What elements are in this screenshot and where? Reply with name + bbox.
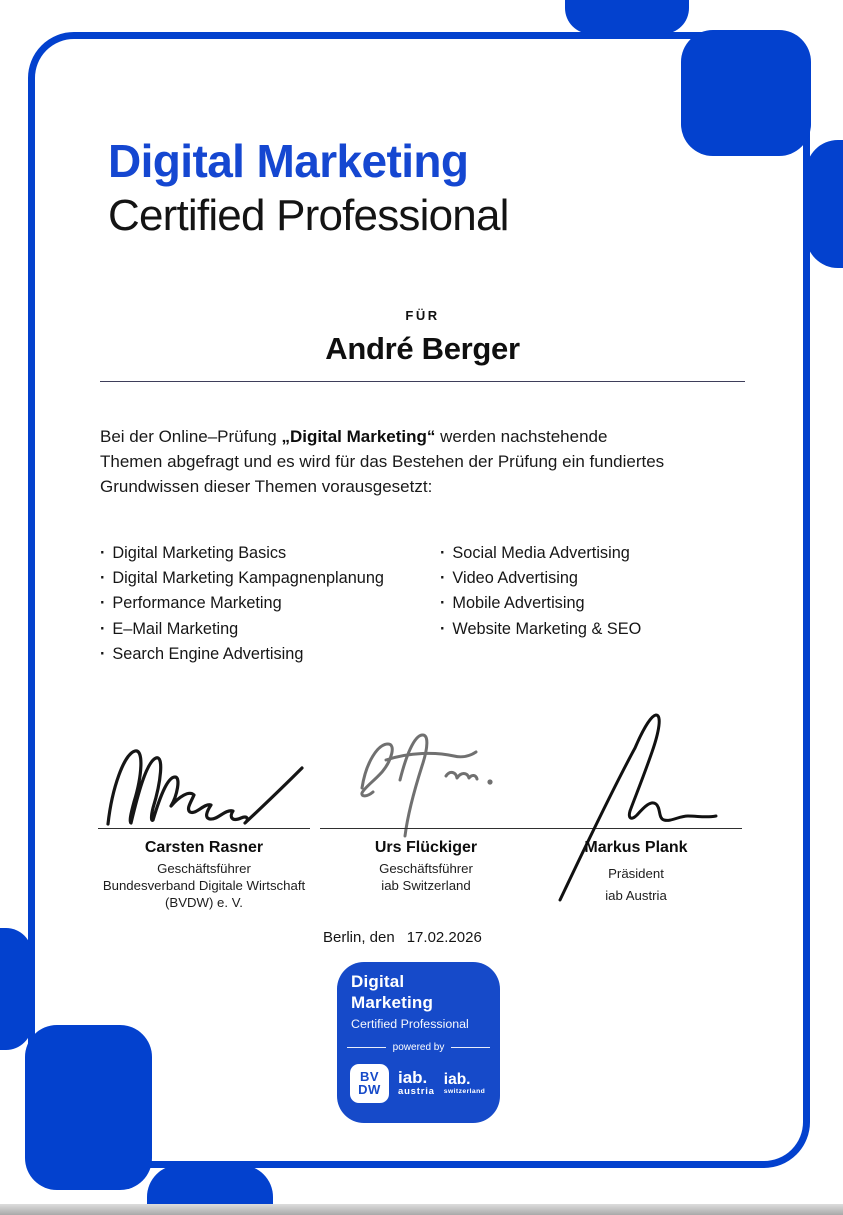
bvdw-logo-line2: DW [358,1081,381,1097]
bullet-icon: · [440,544,446,562]
signatory-name: Urs Flückiger [374,839,478,856]
list-item [100,617,384,642]
bullet-icon: · [100,569,106,588]
list-item [100,591,384,616]
topic-label: Video Advertising [452,569,578,588]
bullet-icon: · [440,594,446,613]
intro-line1-pre: Bei der Online–Prüfung [100,427,282,446]
bullet-icon: · [440,569,446,588]
bullet-icon: · [440,619,446,638]
powered-by-label: powered by [392,1042,445,1053]
list-item [100,566,384,591]
iab-switzerland-region: switzerland [443,1087,486,1095]
intro-line-3: Grundwissen dieser Themen vorausgesetzt: [100,477,433,496]
iab-austria-region: austria [398,1086,435,1097]
bullet-icon: · [100,644,106,663]
certificate-subtitle: Certified Professional [108,191,509,240]
corner-decoration-top-right-1 [565,0,689,34]
intro-line-2: Themen abgefragt und es wird für das Bestehen der Prüfung ein fundiertes [100,452,665,471]
certification-badge [337,962,500,1123]
signatory-role [520,863,752,907]
role-line: Präsident [608,866,664,881]
bullet-icon: · [100,544,106,562]
topic-label: Search Engine Advertising [112,644,304,663]
signatory-name: Markus Plank [584,839,688,856]
bvdw-logo [350,1064,389,1103]
list-item [440,617,641,642]
topic-label: Performance Marketing [112,594,282,613]
role-line: (BVDW) e. V. [165,894,243,910]
recipient-underline [100,381,745,382]
role-line: iab Switzerland [381,877,471,893]
role-line: iab Austria [605,888,667,903]
list-item [440,591,641,616]
role-line: Bundesverband Digitale Wirtschaft [102,877,306,893]
signatory-role [310,861,542,895]
intro-paragraph [100,424,780,499]
corner-decoration-bottom-left-1 [0,928,32,1050]
issue-date-row [323,929,482,946]
list-item [100,642,384,667]
powered-by-left-line [347,1047,386,1048]
topic-label: Digital Marketing Basics [112,544,287,562]
iab-switzerland-logo [443,1070,486,1095]
certificate-title: Digital Marketing [108,135,469,187]
list-item [440,566,641,591]
issue-place-label: Berlin, den [323,929,395,946]
badge-title [351,971,433,1013]
bullet-icon: · [100,594,106,613]
signature-line [320,828,532,829]
corner-decoration-top-right-3 [806,140,843,268]
signature-handwriting-icon [348,728,498,844]
iab-switzerland-word: iab. [443,1070,471,1088]
topic-label: Mobile Advertising [452,594,585,613]
list-item [440,541,641,566]
iab-austria-logo [398,1070,435,1097]
signature-handwriting-icon [98,740,310,828]
badge-title-line1: Digital [351,972,405,991]
iab-austria-word: iab. [398,1068,428,1087]
recipient-label: FÜR [405,308,440,323]
bullet-icon: · [100,619,106,638]
powered-by-right-line [451,1047,490,1048]
corner-decoration-top-right-2 [681,30,811,156]
bvdw-logo-line1: BV [359,1069,380,1084]
intro-line1-bold: „Digital Marketing“ [281,427,436,446]
list-item [100,541,384,566]
topic-label: E–Mail Marketing [112,619,239,638]
badge-powered-by [347,1042,490,1053]
signature-block-urs-flueckiger [320,700,532,915]
corner-decoration-bottom-left-2 [25,1025,152,1190]
scan-edge-artifact [0,1204,843,1215]
role-line: Geschäftsführer [379,861,473,876]
topic-label: Digital Marketing Kampagnenplanung [112,569,384,588]
recipient-name: André Berger [325,331,520,366]
signatory-name: Carsten Rasner [144,839,264,856]
topics-left-column [100,541,384,667]
badge-logo-row [350,1064,485,1103]
signatory-role [88,861,320,911]
signature-block-markus-plank [530,700,742,915]
badge-title-line2: Marketing [351,993,434,1012]
topic-label: Social Media Advertising [452,544,630,562]
signature-block-carsten-rasner [98,700,310,915]
intro-line1-post: werden nachstehende [435,427,608,446]
topic-label: Website Marketing & SEO [452,619,642,638]
topics-right-column [440,541,641,642]
role-line: Geschäftsführer [157,861,251,876]
issue-date: 17.02.2026 [406,929,482,946]
badge-subtitle: Certified Professional [351,1017,469,1031]
signature-line [98,828,310,829]
intro-line-1 [100,424,780,449]
